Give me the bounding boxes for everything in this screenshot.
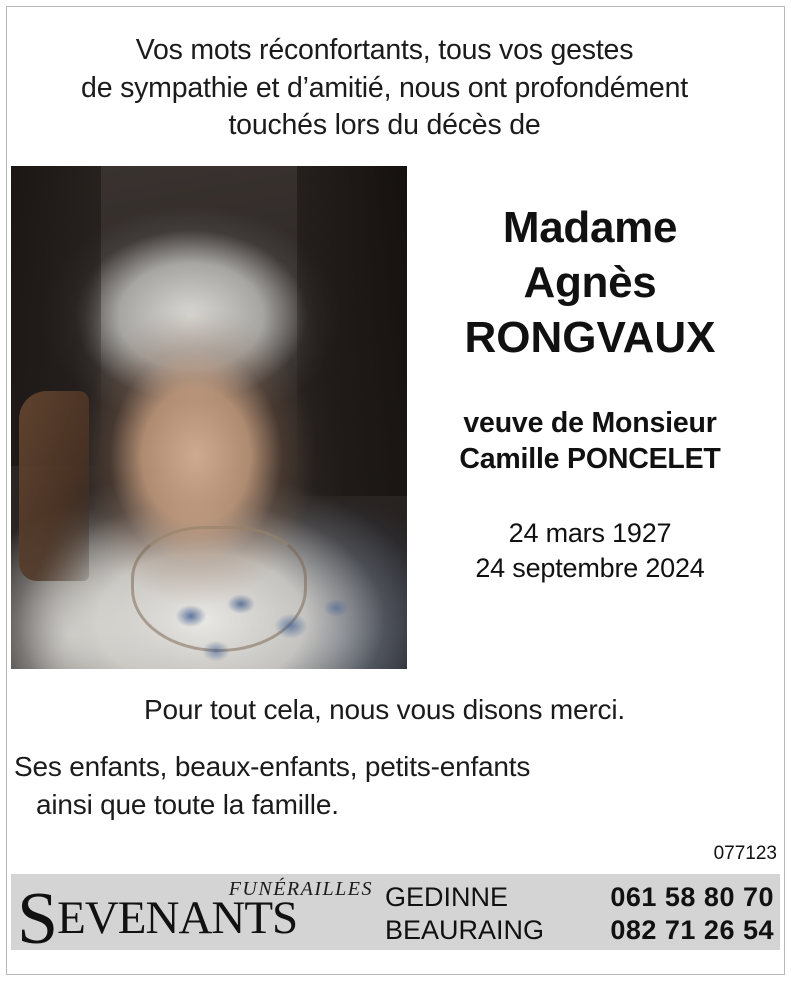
- photo-chair: [19, 391, 89, 581]
- spouse-line-2: Camille PONCELET: [459, 443, 721, 476]
- thanks-text: Pour tout cela, nous vous disons merci.: [144, 694, 625, 725]
- family-line-2: ainsi que toute la famille.: [36, 788, 339, 820]
- deceased-name-block: [420, 200, 760, 586]
- contact-city: BEAURAING: [385, 914, 545, 945]
- brand-rest: EVENANTS: [57, 892, 298, 944]
- contact-row: [385, 881, 774, 914]
- surname: RONGVAUX: [464, 313, 716, 362]
- reference-number: 077123: [713, 843, 777, 864]
- life-dates: [420, 516, 760, 586]
- intro-line-1: Vos mots réconfortants, tous vos gestes: [135, 34, 634, 66]
- intro-text: [6, 32, 763, 145]
- contact-phone: 061 58 80 70: [610, 881, 774, 912]
- contact-phone: 082 71 26 54: [610, 914, 774, 945]
- portrait-photo-image: [11, 166, 407, 669]
- spouse-block: [420, 405, 760, 478]
- photo-floral-pattern: [161, 586, 361, 669]
- funeral-home-subtitle: FUNÉRAILLES: [228, 878, 373, 900]
- brand-initial: S: [17, 878, 58, 950]
- family-line-1: Ses enfants, beaux-enfants, petits-enfants: [14, 751, 531, 782]
- funeral-home-name: [17, 878, 298, 950]
- portrait-photo: [11, 166, 407, 669]
- spouse-line-1: veuve de Monsieur: [463, 407, 717, 439]
- death-date: 24 septembre 2024: [475, 553, 705, 584]
- first-name: Agnès: [523, 258, 657, 307]
- funeral-home-banner: [11, 874, 780, 950]
- funeral-home-contacts: [379, 874, 780, 950]
- honorific: Madame: [502, 203, 678, 252]
- photo-shadow-right: [297, 166, 407, 496]
- intro-line-2: de sympathie et d’amitié, nous ont profondément: [81, 71, 688, 104]
- birth-date: 24 mars 1927: [508, 517, 672, 548]
- family-signature: [14, 748, 714, 823]
- intro-line-3: touchés lors du décès de: [228, 109, 541, 142]
- contact-row: [385, 914, 774, 947]
- contact-city: GEDINNE: [385, 881, 509, 912]
- funeral-home-logo: [11, 874, 379, 950]
